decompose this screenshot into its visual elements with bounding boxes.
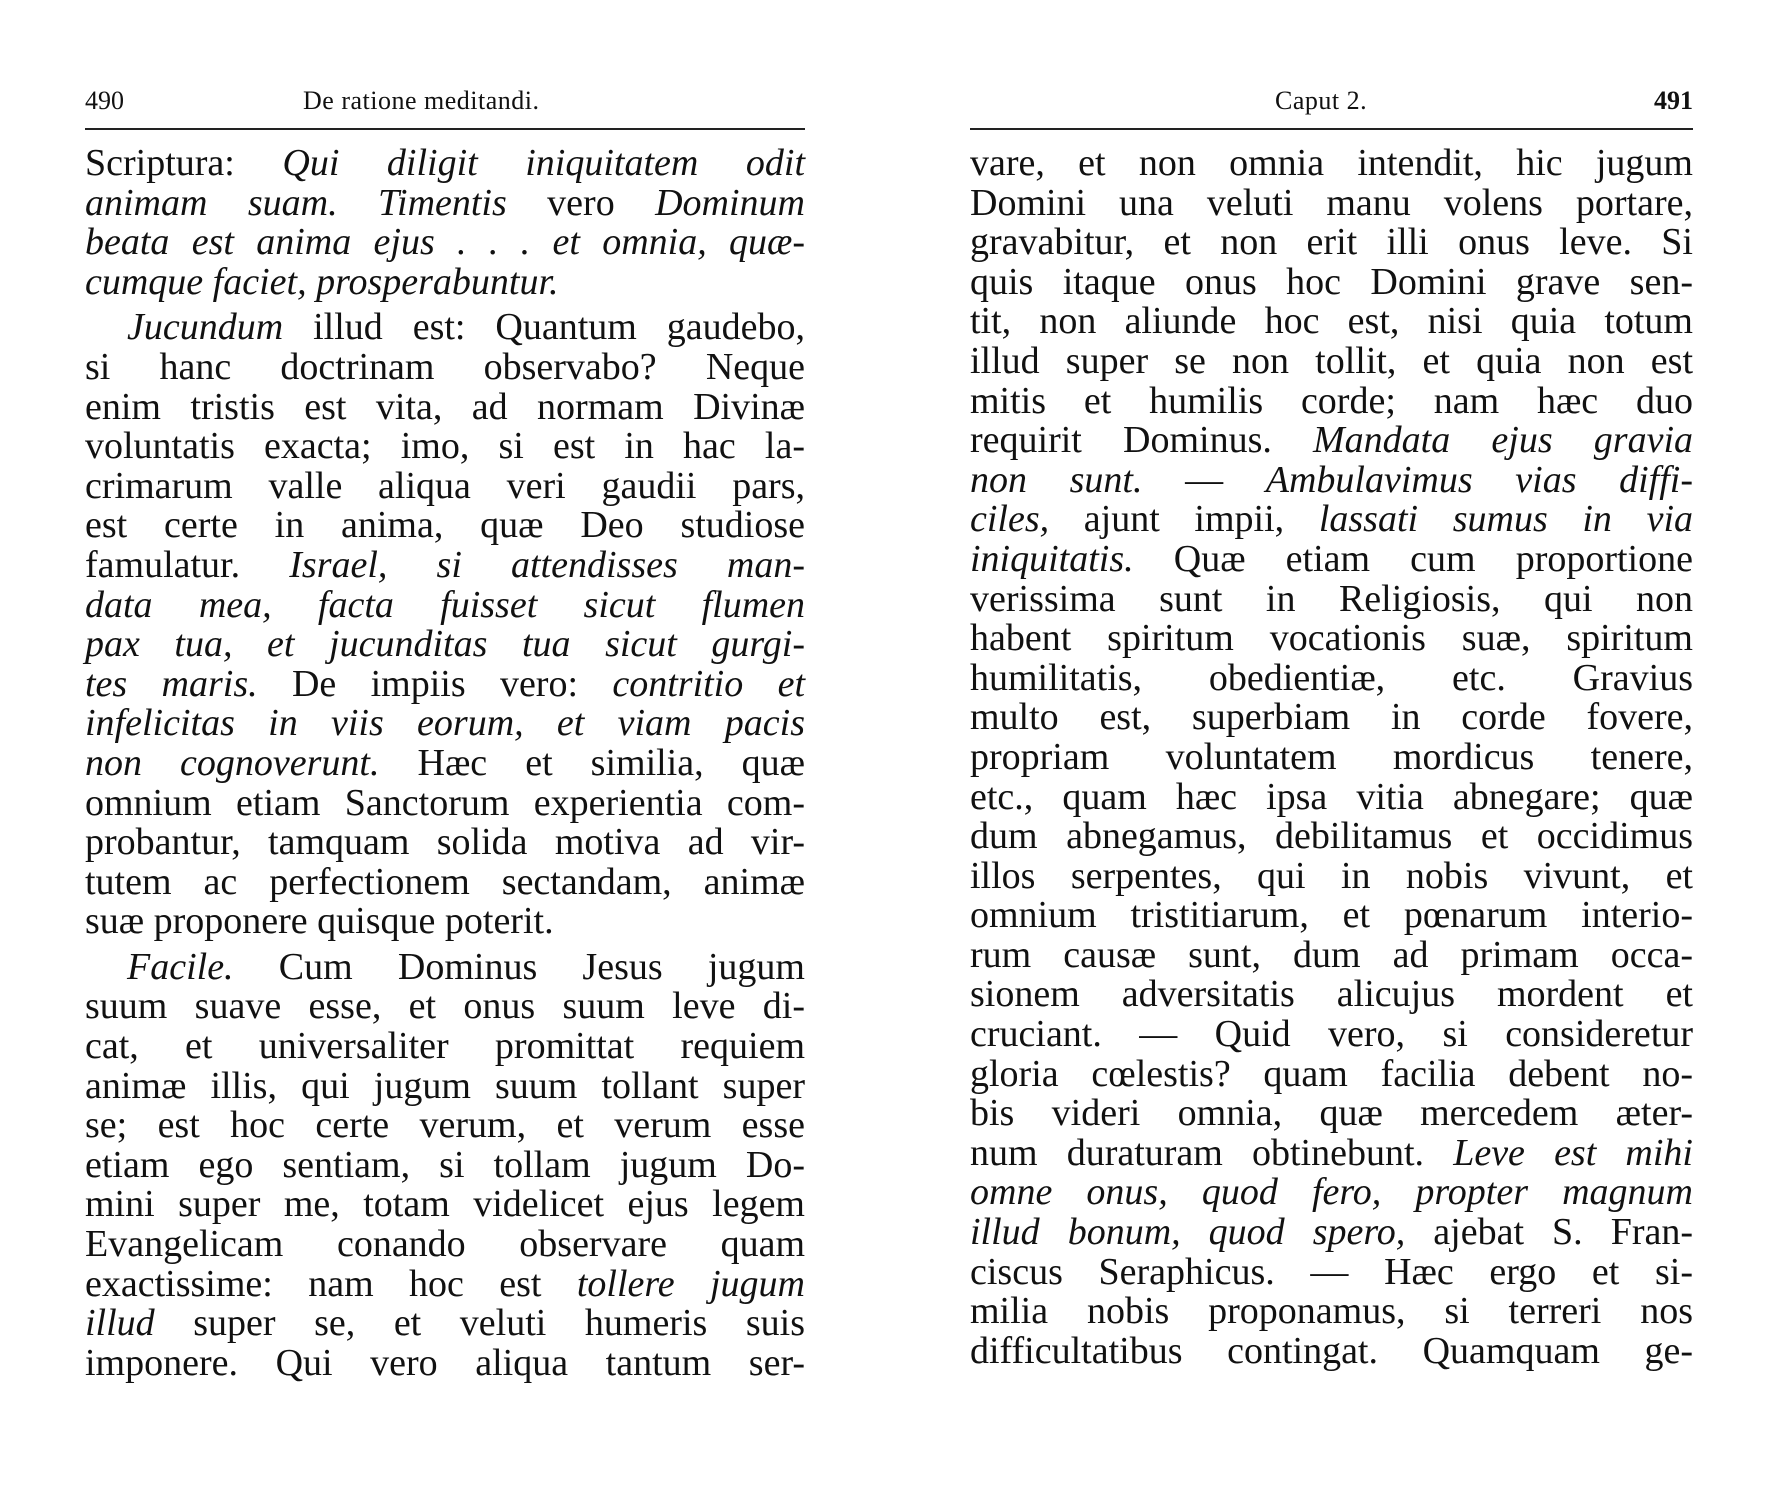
text-line: est certe in anima, quæ Deo studiose: [85, 504, 805, 547]
text-line: milia nobis proponamus, si terreri nos: [970, 1290, 1693, 1333]
left-page: [85, 0, 805, 1500]
text-line: etiam ego sentiam, si tollam jugum Do-: [85, 1143, 805, 1186]
text-line: suæ proponere quisque poterit.: [85, 900, 554, 943]
text-line: non cognoverunt. Hæc et similia, quæ: [85, 741, 805, 784]
right-page: [970, 0, 1693, 1500]
text-line: animæ illis, qui jugum suum tollant super: [85, 1064, 805, 1107]
text-line: omnium tristitiarum, et pœnarum interio-: [970, 894, 1693, 937]
text-line: se; est hoc certe verum, et verum esse: [85, 1104, 805, 1147]
text-line: omnium etiam Sanctorum experientia com-: [85, 781, 805, 824]
text-line: Facile. Cum Dominus Jesus jugum: [127, 945, 805, 988]
header-rule: [85, 128, 805, 130]
text-line: data mea, facta fuisset sicut flumen: [85, 583, 805, 626]
page-number: 491: [1654, 86, 1693, 115]
text-line: illud super se non tollit, et quia non est: [970, 339, 1693, 382]
text-line: habent spiritum vocationis suæ, spiritum: [970, 617, 1693, 660]
text-line: animam suam. Timentis vero Dominum: [85, 181, 805, 224]
text-line: ciles, ajunt impii, lassati sumus in via: [970, 498, 1694, 541]
text-line: voluntatis exacta; imo, si est in hac la-: [85, 425, 805, 468]
running-head: De ratione meditandi.: [303, 86, 540, 115]
text-line: illud super se, et veluti humeris suis: [85, 1302, 805, 1345]
text-line: sionem adversitatis alicujus mordent et: [970, 973, 1693, 1016]
text-line: Scriptura: Qui diligit iniquitatem odit: [85, 142, 805, 184]
header-rule: [970, 128, 1693, 130]
text-line: difficultatibus contingat. Quamquam ge-: [970, 1329, 1693, 1372]
text-line: bis videri omnia, quæ mercedem æter-: [970, 1092, 1693, 1135]
left-page-header: [85, 84, 805, 118]
text-line: rum causæ sunt, dum ad primam occa-: [970, 933, 1693, 976]
text-line: cat, et universaliter promittat requiem: [85, 1025, 805, 1068]
page-text: [970, 144, 1693, 1371]
text-line: imponere. Qui vero aliqua tantum ser-: [85, 1341, 805, 1384]
text-line: illud bonum, quod spero, ajebat S. Fran-: [970, 1211, 1693, 1254]
text-line: Evangelicam conando observare quam: [85, 1223, 805, 1266]
right-page-header: [970, 84, 1693, 118]
text-line: multo est, superbiam in corde fovere,: [970, 696, 1693, 739]
text-line: beata est anima ejus . . . et omnia, quæ-: [85, 221, 805, 264]
text-line: crimarum valle aliqua veri gaudii pars,: [85, 464, 805, 507]
text-line: mini super me, totam videlicet ejus legem: [85, 1183, 805, 1226]
text-line: pax tua, et jucunditas tua sicut gurgi-: [85, 623, 805, 666]
text-line: cruciant. — Quid vero, si consideretur: [970, 1013, 1693, 1056]
text-line: infelicitas in viis eorum, et viam pacis: [85, 702, 805, 745]
text-line: enim tristis est vita, ad normam Divinæ: [85, 385, 805, 428]
page-number: 490: [85, 86, 124, 115]
text-line: non sunt. — Ambulavimus vias diffi-: [970, 458, 1693, 501]
text-line: si hanc doctrinam observabo? Neque: [85, 345, 805, 388]
text-line: cumque faciet, prosperabuntur.: [85, 260, 559, 303]
text-line: tit, non aliunde hoc est, nisi quia totum: [970, 300, 1693, 343]
text-line: propriam voluntatem mordicus tenere,: [970, 735, 1693, 778]
text-line: omne onus, quod fero, propter magnum: [970, 1171, 1693, 1214]
text-line: vare, et non omnia intendit, hic jugum: [970, 142, 1693, 184]
page-text: [85, 144, 805, 1383]
text-line: quis itaque onus hoc Domini grave sen-: [970, 260, 1693, 303]
text-line: requirit Dominus. Mandata ejus gravia: [970, 419, 1693, 462]
text-line: humilitatis, obedientiæ, etc. Gravius: [970, 656, 1693, 699]
text-line: mitis et humilis corde; nam hæc duo: [970, 379, 1693, 422]
text-line: Domini una veluti manu volens portare,: [970, 181, 1693, 224]
text-line: gravabitur, et non erit illi onus leve. Si: [970, 221, 1693, 264]
text-line: ciscus Seraphicus. — Hæc ergo et si-: [970, 1250, 1693, 1293]
text-line: num duraturam obtinebunt. Leve est mihi: [970, 1131, 1693, 1174]
text-line: etc., quam hæc ipsa vitia abnegare; quæ: [970, 775, 1693, 818]
text-line: verissima sunt in Religiosis, qui non: [970, 577, 1693, 620]
text-line: gloria cœlestis? quam facilia debent no-: [970, 1052, 1693, 1095]
text-line: Jucundum illud est: Quantum gaudebo,: [127, 306, 805, 349]
text-line: iniquitatis. Quæ etiam cum proportione: [970, 537, 1693, 580]
running-head: Caput 2.: [1275, 86, 1368, 115]
text-line: exactissime: nam hoc est tollere jugum: [85, 1262, 805, 1305]
text-line: probantur, tamquam solida motiva ad vir-: [85, 821, 805, 864]
text-line: suum suave esse, et onus suum leve di-: [85, 985, 805, 1028]
text-line: tes maris. De impiis vero: contritio et: [85, 662, 805, 705]
text-line: tutem ac perfectionem sectandam, animæ: [85, 860, 805, 903]
text-line: illos serpentes, qui in nobis vivunt, et: [970, 854, 1693, 897]
text-line: famulatur. Israel, si attendisses man-: [85, 543, 805, 586]
text-line: dum abnegamus, debilitamus et occidimus: [970, 815, 1693, 858]
